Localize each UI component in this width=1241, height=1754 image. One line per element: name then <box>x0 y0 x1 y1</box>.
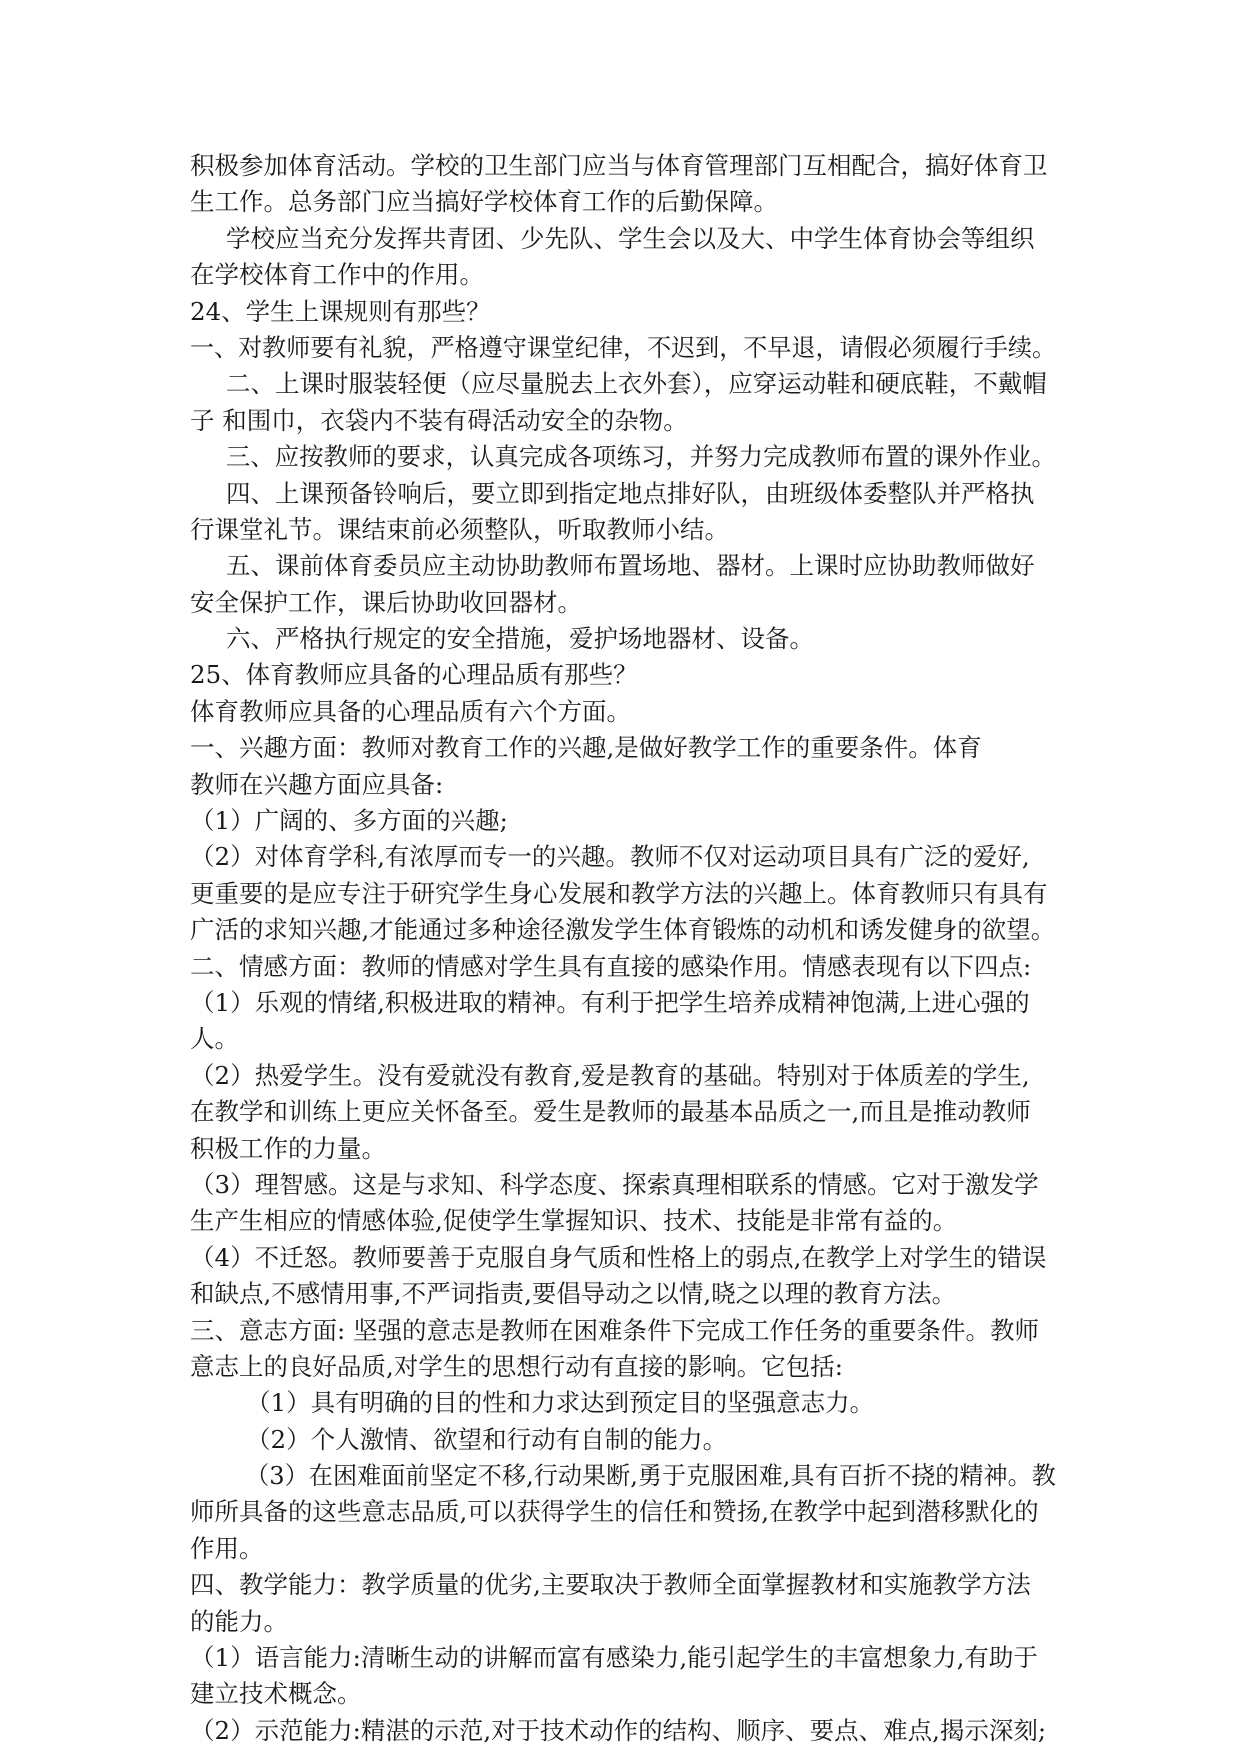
text-line: （2）示范能力:精湛的示范,对于技术动作的结构、顺序、要点、难点,揭示深刻; <box>190 1715 1047 1745</box>
text-line: 行课堂礼节。课结束前必须整队，听取教师小结。 <box>190 514 729 544</box>
text-line: 24、学生上课规则有那些？ <box>190 296 491 326</box>
text-line: 25、体育教师应具备的心理品质有那些？ <box>190 660 638 690</box>
text-line: 的能力。 <box>190 1606 288 1636</box>
text-line: 师所具备的这些意志品质,可以获得学生的信任和赞扬,在教学中起到潜移默化的 <box>190 1497 1039 1527</box>
text-line: （1）语言能力:清晰生动的讲解而富有感染力,能引起学生的丰富想象力,有助于 <box>190 1643 1038 1673</box>
text-line: 教师在兴趣方面应具备: <box>190 769 444 799</box>
text-line: （1）广阔的、多方面的兴趣; <box>190 806 508 836</box>
text-line: 三、应按教师的要求，认真完成各项练习，并努力完成教师布置的课外作业。 <box>225 442 1056 472</box>
text-line: 人。 <box>190 1024 239 1054</box>
text-line: （2）对体育学科,有浓厚而专一的兴趣。教师不仅对运动项目具有广泛的爱好, <box>190 842 1030 872</box>
text-line: （2）个人激情、欲望和行动有自制的能力。 <box>246 1424 728 1454</box>
text-line: 在学校体育工作中的作用。 <box>190 260 484 290</box>
text-line: 一、兴趣方面：教师对教育工作的兴趣,是做好教学工作的重要条件。体育 <box>190 733 982 763</box>
text-line: 四、教学能力：教学质量的优劣,主要取决于教师全面掌握教材和实施教学方法 <box>190 1570 1031 1600</box>
text-line: 广活的求知兴趣,才能通过多种途径激发学生体育锻炼的动机和诱发健身的欲望。 <box>190 915 1056 945</box>
text-line: 在教学和训练上更应关怀备至。爱生是教师的最基本品质之一,而且是推动教师 <box>190 1097 1031 1127</box>
text-line: 体育教师应具备的心理品质有六个方面。 <box>190 696 631 726</box>
text-line: 三、意志方面: 坚强的意志是教师在困难条件下完成工作任务的重要条件。教师 <box>190 1315 1040 1345</box>
document-page <box>190 148 1056 1749</box>
text-line: 积极参加体育活动。学校的卫生部门应当与体育管理部门互相配合，搞好体育卫 <box>190 151 1048 180</box>
text-line: （4）不迁怒。教师要善于克服自身气质和性格上的弱点,在教学上对学生的错误 <box>190 1242 1047 1272</box>
text-line: （3）在困难面前坚定不移,行动果断,勇于克服困难,具有百折不挠的精神。教 <box>245 1461 1056 1491</box>
text-line: 生产生相应的情感体验,促使学生掌握知识、技术、技能是非常有益的。 <box>190 1206 958 1236</box>
text-line: 一、对教师要有礼貌，严格遵守课堂纪律，不迟到，不早退，请假必须履行手续。 <box>190 332 1057 362</box>
text-line: （1）具有明确的目的性和力求达到预定目的坚强意志力。 <box>246 1388 875 1418</box>
text-line: 子 和围巾，衣袋内不装有碍活动安全的杂物。 <box>190 405 688 435</box>
text-line: 生工作。总务部门应当搞好学校体育工作的后勤保障。 <box>190 187 778 217</box>
text-line: 六、严格执行规定的安全措施，爱护场地器材、设备。 <box>226 624 814 654</box>
text-line: 学校应当充分发挥共青团、少先队、学生会以及大、中学生体育协会等组织 <box>226 223 1035 253</box>
text-line: （2）热爱学生。没有爱就没有教育,爱是教育的基础。特别对于体质差的学生, <box>190 1060 1030 1090</box>
text-line: 二、上课时服装轻便（应尽量脱去上衣外套），应穿运动鞋和硬底鞋，不戴帽 <box>226 369 1047 399</box>
text-line: 安全保护工作，课后协助收回器材。 <box>190 587 582 617</box>
text-line: 意志上的良好品质,对学生的思想行动有直接的影响。它包括: <box>190 1351 844 1381</box>
text-line: （1）乐观的情绪,积极进取的精神。有利于把学生培养成精神饱满,上进心强的 <box>190 987 1030 1017</box>
text-line: （3）理智感。这是与求知、科学态度、探索真理相联系的情感。它对于激发学 <box>190 1169 1039 1199</box>
text-line: 四、上课预备铃响后，要立即到指定地点排好队，由班级体委整队并严格执 <box>226 478 1035 508</box>
text-line: 二、情感方面：教师的情感对学生具有直接的感染作用。情感表现有以下四点: <box>190 951 1032 981</box>
text-line: 和缺点,不感情用事,不严词指责,要倡导动之以情,晓之以理的教育方法。 <box>190 1279 957 1309</box>
text-line: 积极工作的力量。 <box>190 1133 386 1163</box>
text-line: 作用。 <box>190 1533 264 1563</box>
text-line: 更重要的是应专注于研究学生身心发展和教学方法的兴趣上。体育教师只有具有 <box>190 878 1048 908</box>
text-line: 五、课前体育委员应主动协助教师布置场地、器材。上课时应协助教师做好 <box>226 551 1035 581</box>
text-line: 建立技术概念。 <box>190 1679 362 1709</box>
